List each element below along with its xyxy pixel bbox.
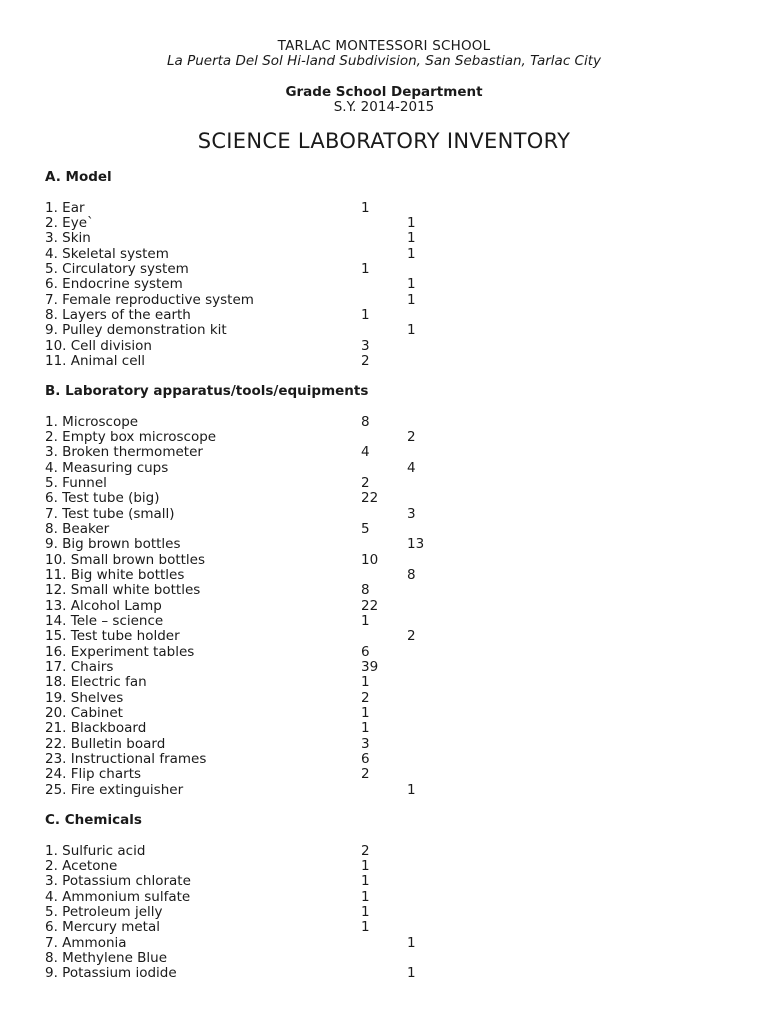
inventory-row [45,293,725,308]
item-name: 20. Cabinet [45,704,123,721]
item-quantity: 6 [361,643,370,660]
item-name: 16. Experiment tables [45,643,195,660]
item-name: 14. Tele – science [45,612,164,629]
inventory-row [45,323,725,338]
item-quantity: 1 [361,720,370,737]
item-name: 8. Layers of the earth [45,306,191,323]
inventory-row [45,752,725,767]
item-name: 3. Potassium chlorate [45,873,191,890]
item-list [45,201,725,370]
inventory-row [45,507,725,522]
item-name: 19. Shelves [45,689,124,706]
section-chemicals [45,813,725,982]
item-quantity: 2 [361,842,370,859]
inventory-row [45,277,725,292]
document-title: SCIENCE LABORATORY INVENTORY [197,129,571,153]
item-name: 3. Broken thermometer [45,444,203,461]
item-quantity: 1 [407,322,416,339]
item-name: 3. Skin [45,230,91,247]
item-quantity: 2 [407,428,416,445]
item-name: 1. Ear [45,199,85,216]
item-name: 7. Ammonia [45,934,127,951]
item-quantity: 4 [361,444,370,461]
item-name: 10. Cell division [45,337,152,354]
item-quantity: 4 [407,459,416,476]
item-quantity: 1 [361,903,370,920]
inventory-row [45,430,725,445]
item-quantity: 2 [361,352,370,369]
item-name: 9. Potassium iodide [45,965,177,982]
inventory-row [45,844,725,859]
item-name: 6. Test tube (big) [45,490,160,507]
item-quantity: 1 [361,704,370,721]
inventory-row [45,737,725,752]
item-name: 4. Measuring cups [45,459,169,476]
item-quantity: 1 [407,781,416,798]
item-quantity: 6 [361,750,370,767]
section-models [45,170,725,369]
item-list [45,415,725,798]
inventory-row [45,936,725,951]
inventory-row [45,660,725,675]
inventory-row [45,583,725,598]
inventory-row [45,783,725,798]
inventory-row [45,461,725,476]
item-name: 23. Instructional frames [45,750,207,767]
item-quantity: 1 [361,888,370,905]
inventory-row [45,966,725,981]
inventory-row [45,553,725,568]
item-name: 12. Small white bottles [45,582,201,599]
item-name: 8. Methylene Blue [45,949,168,966]
item-name: 6. Mercury metal [45,919,160,936]
inventory-row [45,231,725,246]
item-name: 4. Skeletal system [45,245,169,262]
item-quantity: 3 [361,337,370,354]
item-quantity: 1 [361,873,370,890]
item-quantity: 1 [361,306,370,323]
item-name: 18. Electric fan [45,674,147,691]
item-quantity: 10 [361,551,379,568]
school-address: La Puerta Del Sol Hi-land Subdivision, San Sebastian, Tarlac City [166,53,601,69]
inventory-row [45,874,725,889]
item-quantity: 8 [407,566,416,583]
inventory-row [45,568,725,583]
inventory-row [45,339,725,354]
item-quantity: 1 [407,965,416,982]
item-name: 11. Big white bottles [45,566,185,583]
inventory-row [45,706,725,721]
item-name: 22. Bulletin board [45,735,166,752]
item-quantity: 1 [407,245,416,262]
item-quantity: 13 [407,536,425,553]
item-name: 4. Ammonium sulfate [45,888,191,905]
item-quantity: 8 [361,413,370,430]
item-quantity: 39 [361,658,379,675]
item-name: 2. Eye` [45,214,94,231]
item-name: 17. Chairs [45,658,114,675]
inventory-row [45,491,725,506]
item-name: 1. Microscope [45,413,139,430]
item-quantity: 22 [361,490,379,507]
item-name: 25. Fire extinguisher [45,781,184,798]
school-name: TARLAC MONTESSORI SCHOOL [277,38,491,54]
item-name: 15. Test tube holder [45,628,180,645]
item-quantity: 3 [361,735,370,752]
inventory-row [45,247,725,262]
item-quantity: 1 [361,674,370,691]
item-name: 13. Alcohol Lamp [45,597,162,614]
item-name: 21. Blackboard [45,720,147,737]
item-quantity: 8 [361,582,370,599]
inventory-row [45,445,725,460]
department-name: Grade School Department [285,84,483,100]
inventory-row [45,859,725,874]
item-name: 8. Beaker [45,520,110,537]
inventory-row [45,920,725,935]
item-name: 6. Endocrine system [45,276,183,293]
item-name: 2. Acetone [45,857,118,874]
section-heading: A. Model [45,169,112,185]
item-quantity: 1 [361,919,370,936]
inventory-row [45,890,725,905]
item-quantity: 1 [361,857,370,874]
school-year: S.Y. 2014-2015 [333,99,435,115]
item-quantity: 22 [361,597,379,614]
item-name: 5. Petroleum jelly [45,903,163,920]
inventory-row [45,262,725,277]
item-name: 5. Funnel [45,474,107,491]
item-list [45,844,725,982]
item-quantity: 2 [407,628,416,645]
item-quantity: 1 [361,199,370,216]
item-name: 7. Female reproductive system [45,291,254,308]
item-quantity: 1 [361,612,370,629]
section-heading: B. Laboratory apparatus/tools/equipments [45,383,369,399]
inventory-row [45,476,725,491]
item-quantity: 1 [407,934,416,951]
inventory-row [45,308,725,323]
inventory-row [45,354,725,369]
item-name: 10. Small brown bottles [45,551,206,568]
section-laboratory-apparatus [45,384,725,798]
inventory-row [45,537,725,552]
item-quantity: 2 [361,766,370,783]
item-name: 2. Empty box microscope [45,428,217,445]
inventory-row [45,721,725,736]
section-heading: C. Chemicals [45,812,142,828]
item-quantity: 1 [407,214,416,231]
item-name: 11. Animal cell [45,352,145,369]
item-name: 9. Pulley demonstration kit [45,322,227,339]
inventory-row [45,691,725,706]
item-quantity: 2 [361,689,370,706]
inventory-row [45,216,725,231]
item-quantity: 1 [407,291,416,308]
inventory-row [45,905,725,920]
item-quantity: 1 [407,276,416,293]
item-name: 7. Test tube (small) [45,505,175,522]
inventory-row [45,201,725,216]
item-quantity: 2 [361,474,370,491]
inventory-row [45,599,725,614]
inventory-row [45,767,725,782]
inventory-row [45,951,725,966]
item-name: 9. Big brown bottles [45,536,181,553]
item-name: 1. Sulfuric acid [45,842,146,859]
item-quantity: 3 [407,505,416,522]
inventory-row [45,629,725,644]
inventory-row [45,522,725,537]
inventory-row [45,645,725,660]
inventory-row [45,415,725,430]
inventory-row [45,614,725,629]
item-quantity: 1 [407,230,416,247]
inventory-row [45,675,725,690]
item-name: 24. Flip charts [45,766,142,783]
item-quantity: 5 [361,520,370,537]
item-quantity: 1 [361,260,370,277]
item-name: 5. Circulatory system [45,260,189,277]
